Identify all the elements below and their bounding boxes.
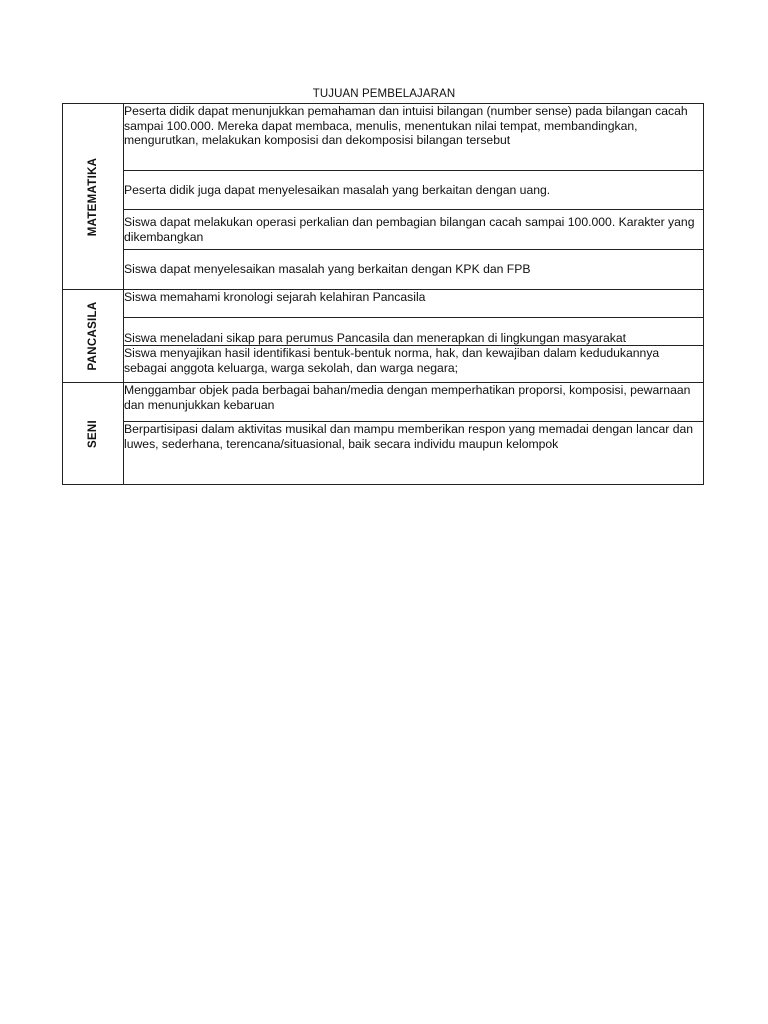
learning-goals-table <box>62 103 704 485</box>
subject-cell-matematika <box>63 104 124 290</box>
table-row <box>63 318 704 346</box>
goal-text: Berpartisipasi dalam aktivitas musikal dan mampu memberikan respon yang memadai dengan lancar dan luwes, sederhana, terencana/situasional, baik secara individu maupun kelompok <box>124 422 704 485</box>
subject-cell-pancasila <box>63 290 124 383</box>
table-row <box>63 346 704 383</box>
table-row <box>63 422 704 485</box>
goal-text: Siswa dapat melakukan operasi perkalian dan pembagian bilangan cacah sampai 100.000. Karakter yang dikembangkan <box>124 210 704 250</box>
table-row <box>63 104 704 171</box>
goal-text: Siswa memahami kronologi sejarah kelahiran Pancasila <box>124 290 704 318</box>
table-row <box>63 171 704 210</box>
goal-text: Siswa dapat menyelesaikan masalah yang berkaitan dengan KPK dan FPB <box>124 250 704 290</box>
subject-cell-seni <box>63 383 124 485</box>
subject-label: SENI <box>87 419 99 448</box>
subject-label: MATEMATIKA <box>87 157 99 236</box>
subject-label: PANCASILA <box>87 301 99 371</box>
goal-text: Menggambar objek pada berbagai bahan/media dengan memperhatikan proporsi, komposisi, pewarnaan dan menunjukkan kebaruan <box>124 383 704 422</box>
goal-text: Siswa meneladani sikap para perumus Pancasila dan menerapkan di lingkungan masyarakat <box>124 318 704 346</box>
table-row <box>63 210 704 250</box>
goal-text: Siswa menyajikan hasil identifikasi bentuk-bentuk norma, hak, dan kewajiban dalam kedudukannya sebagai anggota keluarga, warga sekolah, dan warga negara; <box>124 346 704 383</box>
goal-text: Peserta didik dapat menunjukkan pemahaman dan intuisi bilangan (number sense) pada bilangan cacah sampai 100.000. Mereka dapat membaca, menulis, menentukan nilai tempat, membandingkan, mengurutkan, melakukan komposisi dan dekomposisi bilangan tersebut <box>124 104 704 171</box>
goal-text: Peserta didik juga dapat menyelesaikan masalah yang berkaitan dengan uang. <box>124 171 704 210</box>
page-title: TUJUAN PEMBELAJARAN <box>312 88 456 100</box>
table-row <box>63 290 704 318</box>
table-row <box>63 383 704 422</box>
table-row <box>63 250 704 290</box>
